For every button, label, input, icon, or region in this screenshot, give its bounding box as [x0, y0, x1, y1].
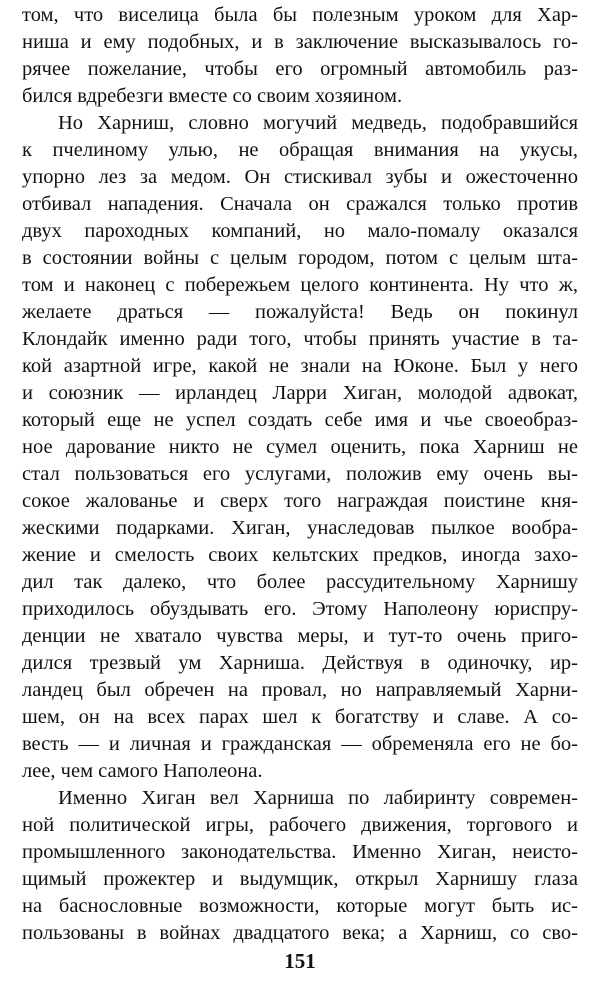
text-line: пользованы в войнах двадцатого века; а Харниш, со сво-: [22, 922, 578, 944]
text-line: ландец был обречен на провал, но направляемый Харни-: [22, 679, 578, 701]
text-line: который еще не успел создать себе имя и чье своеобраз-: [22, 409, 578, 431]
paragraph-first-line: Именно Хиган вел Харниша по лабиринту современ-: [58, 787, 578, 809]
text-line: лее, чем самого Наполеона.: [22, 760, 263, 782]
text-line: ниша и ему подобных, и в заключение высказывалось го-: [22, 31, 578, 53]
text-line: бился вдребезги вместе со своим хозяином.: [22, 85, 403, 107]
text-line: весть — и личная и гражданская — обременяла его не бо-: [22, 733, 578, 755]
text-line: промышленного законодательства. Именно Хиган, неисто-: [22, 841, 578, 863]
text-line: приходилось обуздывать его. Этому Наполеону юриспру-: [22, 598, 578, 620]
text-line: щимый прожектер и выдумщик, открыл Харнишу глаза: [22, 868, 578, 890]
text-line: на баснословные возможности, которые могут быть ис-: [22, 895, 578, 917]
text-line: жескими подарками. Хиган, унаследовав пылкое вообра-: [22, 517, 578, 539]
text-line: ное дарование никто не сумел оценить, пока Харниш не: [22, 436, 578, 458]
text-line: отбивал нападения. Сначала он сражался только против: [22, 193, 578, 215]
text-line: желаете драться — пожалуйста! Ведь он покинул: [22, 301, 578, 323]
text-line: стал пользоваться его услугами, положив ему очень вы-: [22, 463, 578, 485]
text-line: Клондайк именно ради того, чтобы принять участие в та-: [22, 328, 578, 350]
text-line: двух пароходных компаний, но мало-помалу оказался: [22, 220, 578, 242]
text-line: жение и смелость своих кельтских предков, иногда захо-: [22, 544, 578, 566]
page-number: 151: [284, 949, 316, 973]
paragraph-first-line: Но Харниш, словно могучий медведь, подобравшийся: [58, 112, 578, 134]
text-line: денции не хватало чувства меры, и тут-то очень приго-: [22, 625, 578, 647]
text-line: кой азартной игре, какой не знали на Юконе. Был у него: [22, 355, 578, 377]
text-line: дился трезвый ум Харниша. Действуя в одиночку, ир-: [22, 652, 578, 674]
text-line: том, что виселица была бы полезным уроком для Хар-: [22, 4, 578, 26]
text-line: упорно лез за медом. Он стискивал зубы и ожесточенно: [22, 166, 578, 188]
text-line: к пчелиному улью, не обращая внимания на укусы,: [22, 139, 578, 161]
text-line: в состоянии войны с целым городом, потом с целым шта-: [22, 247, 578, 269]
text-line: и союзник — ирландец Ларри Хиган, молодой адвокат,: [22, 382, 578, 404]
text-line: шем, он на всех парах шел к богатству и славе. А со-: [22, 706, 578, 728]
text-line: сокое жалованье и сверх того награждая поистине кня-: [22, 490, 578, 512]
text-line: том и наконец с побережьем целого континента. Ну что ж,: [22, 274, 578, 296]
text-line: рячее пожелание, чтобы его огромный автомобиль раз-: [22, 58, 578, 80]
text-line: ной политической игры, рабочего движения, торгового и: [22, 814, 578, 836]
text-line: дил так далеко, что более рассудительному Харнишу: [22, 571, 578, 593]
